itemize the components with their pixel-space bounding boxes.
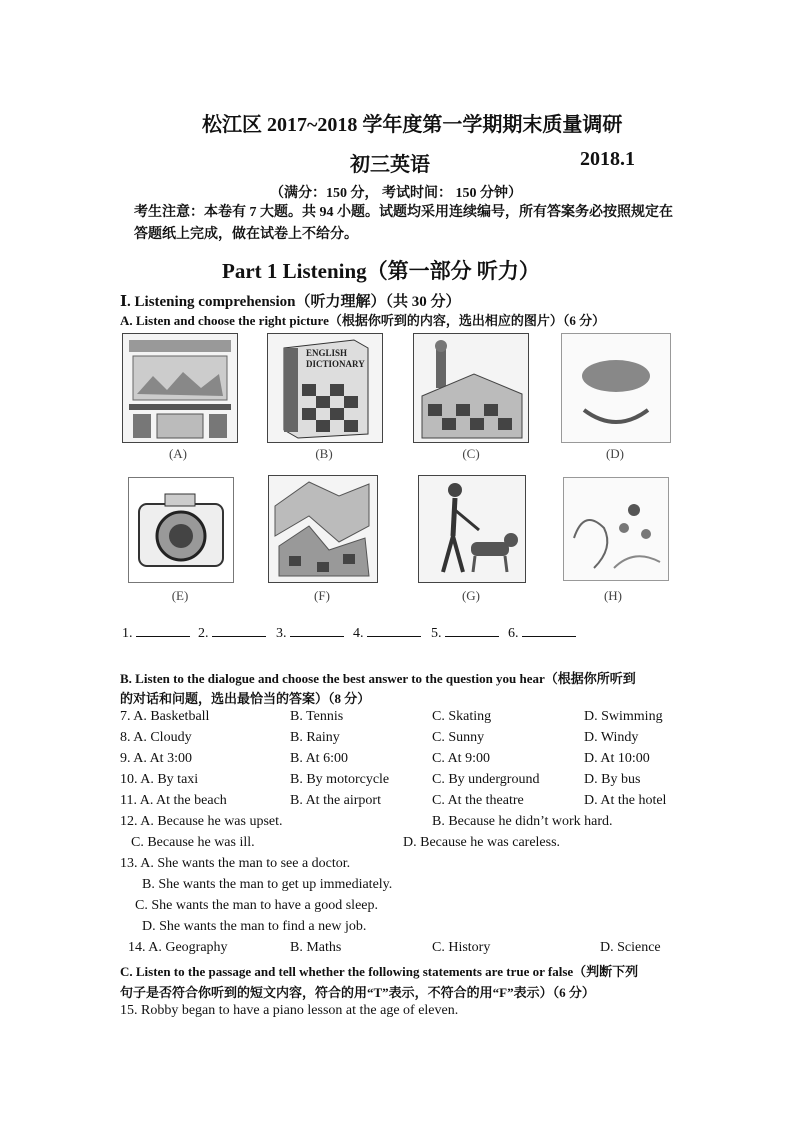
q11-option-b[interactable]: B. At the airport <box>290 793 381 808</box>
q13-option-b[interactable]: B. She wants the man to get up immediately. <box>142 877 393 892</box>
scenery-picture <box>563 477 669 581</box>
q7-option-b[interactable]: B. Tennis <box>290 709 344 724</box>
q7-option-c[interactable]: C. Skating <box>432 709 492 724</box>
q9-option-c[interactable]: C. At 9:00 <box>432 751 490 766</box>
map-picture <box>268 475 378 583</box>
q12-option-b[interactable]: B. Because he didn’t work hard. <box>432 814 613 829</box>
q13-option-d[interactable]: D. She wants the man to find a new job. <box>142 919 367 934</box>
q10-option-c[interactable]: C. By underground <box>432 772 540 787</box>
q14-option-b[interactable]: B. Maths <box>290 940 342 955</box>
picture-label-e: (E) <box>171 588 189 603</box>
answer-blank-2[interactable]: 2. <box>198 624 266 642</box>
section-b-heading-1: B. Listen to the dialogue and choose the best answer to the question you hear（根据你所听到 <box>120 671 636 686</box>
picture-label-b: (B) <box>315 446 333 461</box>
picture-label-c: (C) <box>462 446 480 461</box>
q12-option-a[interactable]: 12. A. Because he was upset. <box>120 814 283 829</box>
picture-label-g: (G) <box>461 588 481 603</box>
q13-option-c[interactable]: C. She wants the man to have a good sleep. <box>135 898 379 913</box>
picture-label-d: (D) <box>605 446 625 461</box>
q11-option-a[interactable]: 11. A. At the beach <box>120 793 227 808</box>
q8-option-a[interactable]: 8. A. Cloudy <box>120 730 192 745</box>
q12-option-d[interactable]: D. Because he was careless. <box>403 835 561 850</box>
tower-building-picture <box>413 333 529 443</box>
q9-option-d[interactable]: D. At 10:00 <box>584 751 650 766</box>
answer-blank-5[interactable]: 5. <box>431 624 499 642</box>
section-b-heading-2: 的对话和问题，选出最恰当的答案）（8 分） <box>120 691 371 706</box>
q14-option-a[interactable]: 14. A. Geography <box>128 940 228 955</box>
q8-option-c[interactable]: C. Sunny <box>432 730 485 745</box>
answer-blank-6[interactable]: 6. <box>508 624 576 642</box>
camera-picture <box>128 477 234 583</box>
picture-label-a: (A) <box>168 446 188 461</box>
exam-info: （满分：150 分， 考试时间： 150 分钟） <box>270 186 522 201</box>
section-c-heading-2: 句子是否符合你听到的短文内容，符合的用“T”表示，不符合的用“F”表示）（6 分） <box>120 985 595 1000</box>
q8-option-b[interactable]: B. Rainy <box>290 730 340 745</box>
q12-option-c[interactable]: C. Because he was ill. <box>131 835 255 850</box>
english-dictionary-picture <box>267 333 383 443</box>
notice-line-2: 答题纸上完成，做在试卷上不给分。 <box>134 227 358 242</box>
q7-option-a[interactable]: 7. A. Basketball <box>120 709 210 724</box>
exam-subject: 初三英语 <box>350 154 430 176</box>
answer-blank-1[interactable]: 1. <box>122 624 190 642</box>
q11-option-d[interactable]: D. At the hotel <box>584 793 667 808</box>
part1-title: Part 1 Listening（第一部分 听力） <box>222 259 540 283</box>
plate-picture <box>561 333 671 443</box>
section-c-heading-1: C. Listen to the passage and tell whether the following statements are true or false（判断下列 <box>120 964 639 979</box>
walking-dog-picture <box>418 475 526 583</box>
q11-option-c[interactable]: C. At the theatre <box>432 793 524 808</box>
answer-blank-4[interactable]: 4. <box>353 624 421 642</box>
exam-date: 2018.1 <box>580 148 635 170</box>
answer-blank-3[interactable]: 3. <box>276 624 344 642</box>
section-a-heading: A. Listen and choose the right picture（根据你听到的内容，选出相应的图片）（6 分） <box>120 313 606 328</box>
picture-label-h: (H) <box>603 588 623 603</box>
q9-option-b[interactable]: B. At 6:00 <box>290 751 348 766</box>
q7-option-d[interactable]: D. Swimming <box>584 709 663 724</box>
q10-option-b[interactable]: B. By motorcycle <box>290 772 390 787</box>
q14-option-d[interactable]: D. Science <box>600 940 661 955</box>
picture-label-f: (F) <box>314 588 330 603</box>
exam-title: 松江区 2017~2018 学年度第一学期期末质量调研 <box>202 114 623 136</box>
q9-option-a[interactable]: 9. A. At 3:00 <box>120 751 192 766</box>
q10-option-a[interactable]: 10. A. By taxi <box>120 772 199 787</box>
q15-statement: 15. Robby began to have a piano lesson at the age of eleven. <box>120 1003 459 1018</box>
q8-option-d[interactable]: D. Windy <box>584 730 639 745</box>
section-1-heading: Ⅰ. Listening comprehension（听力理解）（共 30 分） <box>120 294 461 310</box>
notice-line-1: 考生注意：本卷有 7 大题。共 94 小题。试题均采用连续编号，所有答案务必按照规定在 <box>134 205 673 220</box>
q13-option-a[interactable]: 13. A. She wants the man to see a doctor. <box>120 856 351 871</box>
q10-option-d[interactable]: D. By bus <box>584 772 641 787</box>
shop-storefront-picture <box>122 333 238 443</box>
dictionary-cover-text: ENGLISH DICTIONARY <box>306 348 365 369</box>
q14-option-c[interactable]: C. History <box>432 940 491 955</box>
